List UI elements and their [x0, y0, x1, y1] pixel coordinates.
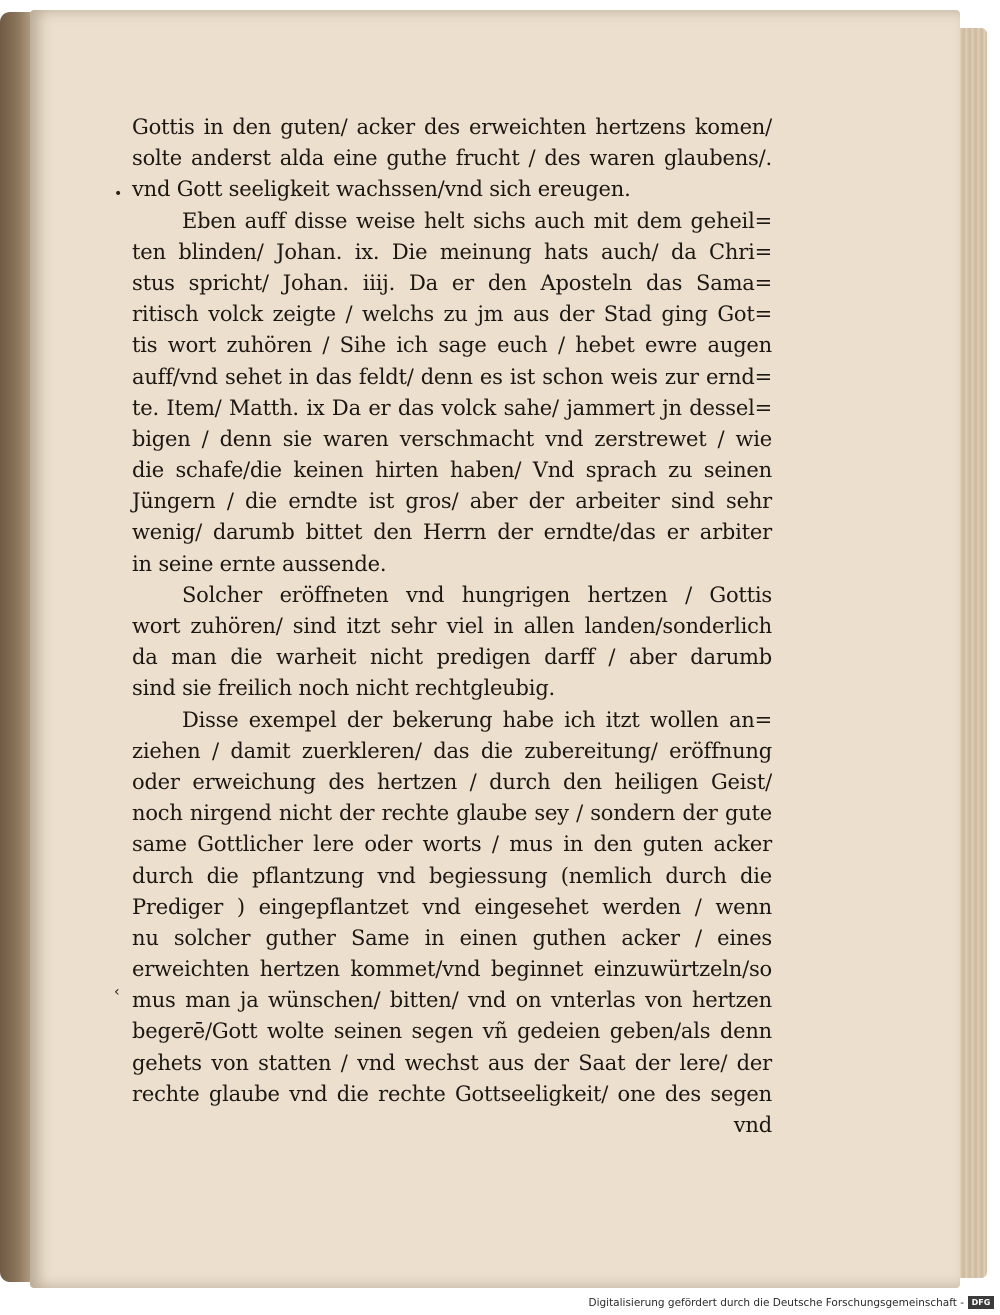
text-line: ritisch volck zeigte / welchs zu jm aus der Stad ging Got=: [132, 302, 772, 327]
text-line: noch nirgend nicht der rechte glaube sey / sondern der gute: [132, 801, 772, 826]
text-line: mus man ja wünschen/ bitten/ vnd on vnterlas von hertzen: [132, 988, 772, 1013]
text-line: bigen / denn sie waren verschmacht vnd zerstrewet / wie: [132, 426, 772, 451]
text-line: same Gottlicher lere oder worts / mus in den guten acker: [132, 832, 772, 857]
text-line: gehets von statten / vnd wechst aus der Saat der lere/ der: [132, 1050, 772, 1075]
text-line: die schafe/die keinen hirten haben/ Vnd sprach zu seinen: [132, 458, 772, 483]
text-line: nu solcher guther Same in einen guthen acker / eines: [132, 925, 772, 950]
text-line: tis wort zuhören / Sihe ich sage euch / hebet ewre augen: [132, 333, 772, 358]
margin-mark: ‹: [114, 984, 120, 1000]
text-line: da man die warheit nicht predigen darff / aber darumb: [132, 645, 772, 670]
text-line: rechte glaube vnd die rechte Gottseeligkeit/ one des segen: [132, 1081, 772, 1106]
text-line: Prediger ) eingepflantzet vnd eingesehet werden / wenn: [132, 894, 772, 919]
text-line: Solcher eröffneten vnd hungrigen hertzen / Gottis: [182, 582, 772, 607]
text-line: sind sie freilich noch nicht rechtgleubig.: [132, 676, 556, 701]
text-line: solte anderst alda eine guthe frucht / des waren glaubens/.: [132, 146, 772, 171]
text-line: oder erweichung des hertzen / durch den heiligen Geist/: [132, 769, 772, 794]
text-line: vnd Gott seeligkeit wachssen/vnd sich ereugen.: [132, 177, 631, 202]
text-line: Jüngern / die erndte ist gros/ aber der arbeiter sind sehr: [132, 489, 772, 514]
text-line: in seine ernte aussende.: [132, 551, 387, 576]
catchword: vnd: [733, 1113, 772, 1137]
text-line: wenig/ darumb bittet den Herrn der erndte/das er arbiter: [132, 520, 772, 545]
text-line: stus spricht/ Johan. iiij. Da er den Aposteln das Sama=: [132, 270, 772, 295]
text-line: Eben auff disse weise helt sichs auch mit dem geheil=: [182, 208, 772, 233]
text-line: ziehen / damit zuerkleren/ das die zubereitung/ eröffnung: [132, 738, 772, 763]
text-line: te. Item/ Matth. ix Da er das volck sahe/ jammert jn dessel=: [132, 395, 772, 420]
text-line: ten blinden/ Johan. ix. Die meinung hats auch/ da Chri=: [132, 239, 772, 264]
text-line: wort zuhören/ sind itzt sehr viel in allen landen/sonderlich: [132, 614, 772, 638]
text-line: Disse exempel der bekerung habe ich itzt wollen an=: [182, 707, 772, 732]
text-line: auff/vnd sehet in das feldt/ denn es ist schon weis zur ernd=: [132, 364, 772, 389]
margin-mark: •: [114, 186, 123, 202]
text-line: erweichten hertzen kommet/vnd beginnet einzuwürtzeln/so: [132, 957, 772, 982]
text-line: Gottis in den guten/ acker des erweichten hertzens komen/: [132, 115, 772, 139]
dfg-logo: DFG: [968, 1296, 994, 1309]
footer-bar: [0, 1291, 1000, 1315]
text-line: begerē/Gott wolte seinen segen vñ gedeien geben/als denn: [132, 1019, 772, 1044]
funding-credit: Digitalisierung gefördert durch die Deutsche Forschungsgemeinschaft -: [588, 1297, 964, 1309]
text-line: durch die pflantzung vnd begiessung (nemlich durch die: [132, 863, 772, 888]
page-text: [132, 112, 772, 1141]
